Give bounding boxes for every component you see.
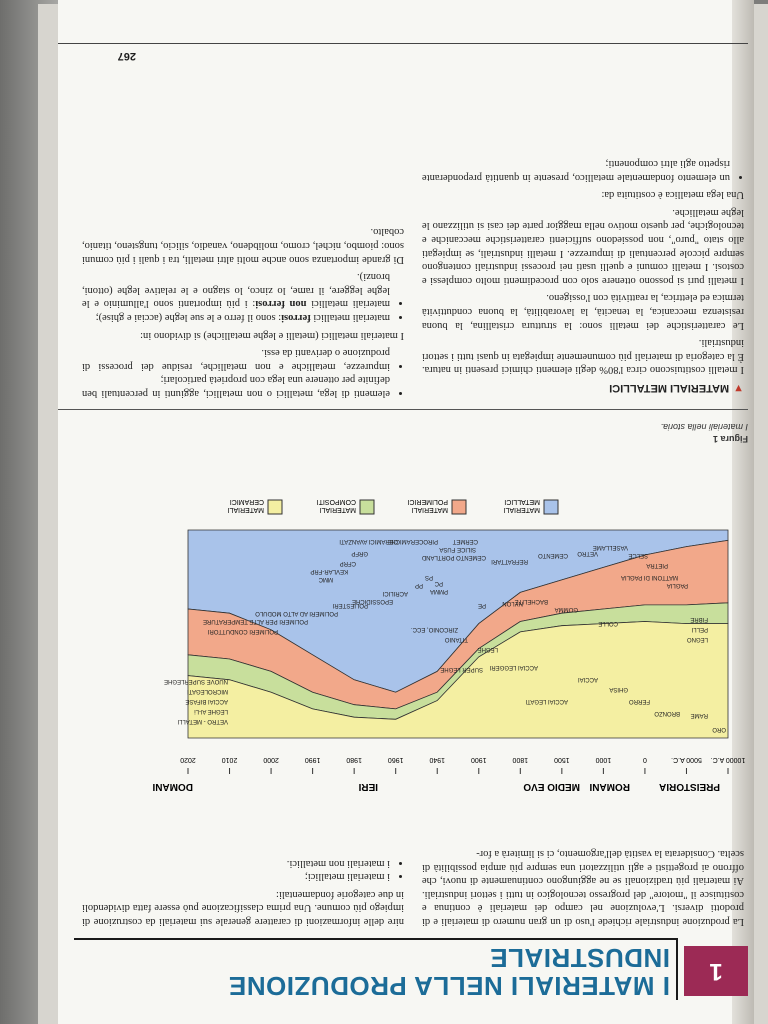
chart-annotation: BACHELITE: [514, 598, 548, 604]
chart-annotation: GRFP: [351, 550, 368, 556]
legend-label: MATERIALI: [503, 506, 540, 513]
chart-annotation: POLIMERI PER ALTE TEMPERATURE: [202, 618, 308, 624]
chart-annotation: PE: [477, 602, 486, 608]
x-axis-ticks: [180, 756, 745, 774]
chart-annotation: PS: [424, 574, 433, 580]
x-tick-label: 1500: [554, 756, 570, 763]
legend-swatch: [360, 500, 374, 514]
chart-annotation: MICROLEGATI: [187, 688, 228, 694]
chart-annotation: LEGHE: [477, 646, 498, 652]
chart-annotation: PIETRA: [646, 562, 668, 568]
chart-annotation: GOMMA: [554, 606, 578, 612]
chart-annotation: KEVLAR-FRP: [310, 568, 348, 574]
figure-caption: [348, 422, 748, 444]
x-tick-label: 5000 A.C.: [671, 756, 702, 763]
legend-label: COMPOSITI: [316, 498, 356, 505]
chart-annotation: ACCIAI BIFASE: [185, 698, 228, 704]
legend-label: MATERIALI: [319, 506, 356, 513]
chart-annotation: PP: [414, 582, 423, 588]
chart-annotation: FERRO: [629, 698, 650, 704]
chart-annotation: PIROCERAMICHE: [387, 538, 438, 544]
chart-annotation: SELCE: [628, 552, 648, 558]
chart-annotation: PMMA: [430, 588, 448, 594]
intro-list-item: • i materiali non metallici.: [82, 856, 390, 870]
chart-annotation: ACCIAI LEGATI: [525, 698, 568, 704]
chart-annotation: ORO: [712, 726, 726, 732]
chart-annotation: RAME: [690, 712, 708, 718]
chart-annotation: SILICE FUSA: [439, 546, 476, 552]
x-tick-label: 1990: [304, 756, 321, 763]
chart-annotation: CERAMICI AVANZATI: [339, 538, 398, 544]
chart-annotation: NYLON: [502, 600, 523, 606]
intro-right-column: [82, 852, 404, 928]
legend-swatch: [452, 500, 466, 514]
x-tick-label: 1800: [512, 756, 529, 763]
chart-annotation: MATTONI DI PAGLIA: [620, 574, 678, 580]
chart-annotation: COLLE: [598, 620, 618, 626]
header-vertical-rule: [676, 938, 678, 1000]
chart-annotation: PAGLIA: [666, 582, 688, 588]
chart-annotation: VETRO - METALLI: [177, 718, 228, 724]
section-paragraph: Le caratteristiche dei metalli sono: la struttura cristallina, la buona resistenza meccanica, la tenacità, la lavorabilità, la buona conduttività termica ed elettrica, la reattività con l'ossigeno.: [422, 292, 744, 331]
x-tick-label: 1000: [595, 756, 612, 763]
legend-swatch: [268, 500, 282, 514]
section-heading-text: MATERIALI METALLICI: [609, 382, 730, 394]
book-page: [58, 0, 754, 1024]
alloy-list-item: • impurezze, metalliche e non metalliche, residue dei processi di produzione o derivanti da essi.: [82, 346, 390, 373]
intro-list: [82, 856, 404, 883]
legend-label: POLIMERICI: [407, 498, 448, 505]
intro-continuation: nire delle informazioni di carattere generale sui materiali da costruzione di impiego più comune. Una prima classificazione può essere fatta dividendoli in due categorie fondamentali:: [82, 888, 404, 927]
triangle-bullet-icon: ▼: [733, 382, 744, 394]
legend-label: MATERIALI: [227, 506, 264, 513]
intro-list-item: • i materiali metallici;: [82, 870, 390, 884]
period-label: IERI: [358, 781, 378, 792]
section-heading: [422, 380, 744, 394]
figure-rule: [58, 409, 748, 410]
period-label: DOMANI: [152, 781, 193, 792]
legend-label: METALLICI: [504, 498, 540, 505]
x-tick-label: 2010: [221, 756, 238, 763]
period-label: ROMANI: [589, 781, 630, 792]
chart-annotation: SUPER LEGHE: [440, 666, 483, 672]
chart-annotation: MMC: [318, 576, 333, 582]
metal-class-item: • materiali metallici ferrosi: sono il ferro e le sue leghe (acciai e ghise);: [82, 310, 390, 324]
period-label: MEDIO EVO: [523, 781, 580, 792]
figure-caption-text: I materiali nella storia.: [660, 422, 748, 432]
chart-annotation: POLIMERI AD ALTO MODULO: [255, 610, 338, 616]
alloy-list-item: • un elemento fondamentale metallico, presente in quantità preponderante rispetto agli altri componenti;: [422, 157, 730, 184]
chart-annotation: POLIESTERI: [332, 602, 368, 608]
chart-legend: [228, 498, 558, 514]
period-label: PREISTORIA: [659, 781, 720, 792]
chart-annotation: ACCIAI: [577, 676, 598, 682]
x-tick-label: 1940: [429, 756, 446, 763]
chart-annotation: VETRO: [577, 550, 598, 556]
intro-left-column: [422, 842, 744, 928]
chart-annotation: BRONZO: [654, 710, 680, 716]
chart-annotation: NUOVE SUPERLEGHE: [163, 678, 228, 684]
chart-annotation: REFRATTARI: [491, 558, 528, 564]
page-content-rotated: [58, 0, 754, 1024]
chart-annotation: ZIRCONIO, ECC.: [410, 626, 458, 632]
section-left-column: [422, 153, 744, 401]
alloy-list-item: • elementi di lega, metallici o non metallici, aggiunti in percentuali ben definite per ottenere una lega con proprietà particolari;: [82, 373, 390, 400]
metal-class-item: • materiali metallici non ferrosi: i più importanti sono l'alluminio e le leghe leggere, il rame, lo zinco, lo stagno e le relative leghe (ottoni, bronzi).: [82, 270, 390, 311]
chart-annotation: LEGNO: [686, 636, 708, 642]
metal-class-list: [82, 270, 404, 324]
alloy-list: [422, 157, 744, 184]
chart-annotation: CFRP: [339, 560, 356, 566]
chart-annotation: LEGHE Al-Li: [194, 708, 228, 714]
chapter-number: 1: [684, 946, 748, 996]
legend-swatch: [544, 500, 558, 514]
chart-annotation: PC: [434, 580, 443, 586]
legend-label: CERAMICI: [229, 498, 264, 505]
section-paragraph: Una lega metallica è costituita da:: [601, 189, 744, 201]
chapter-title: I MATERIALI NELLA PRODUZIONE INDUSTRIALE: [228, 943, 670, 1001]
section-paragraph: I metalli costituiscono circa l'80% degli elementi chimici presenti in natura. È la categoria di materiali più comunemente impiegata in quasi tutti i settori industriali.: [422, 337, 744, 376]
footer-rule: [58, 43, 748, 44]
chart-annotation: CERMET: [452, 538, 478, 544]
chart-annotation: ACRILICI: [382, 590, 408, 596]
legend-label: MATERIALI: [411, 506, 448, 513]
x-tick-label: 10000 A.C.: [710, 756, 746, 763]
chart-annotation: TITANIO: [444, 636, 468, 642]
figure-label: Figura 1: [712, 434, 748, 444]
x-tick-label: 1960: [387, 756, 404, 763]
x-tick-label: 0: [642, 756, 647, 763]
chart-annotation: POLIMERI CONDUTTORI: [207, 628, 278, 634]
alloy-list-continued: [82, 346, 404, 400]
section-paragraph: I metalli puri si possono ottenere solo con procedimenti molto complessi e costosi. I metalli comuni e quelli usati nei processi industriali contengono sempre piccole percentuali di impurezze. I metalli industriali, se impiegati allo stato "puro", non possiedono sufficienti caratteristiche meccaniche e tecnologiche, per questo motivo nella maggior parte dei casi si utilizzano le leghe metalliche.: [422, 206, 744, 286]
chart-svg: [58, 478, 748, 798]
chart-annotation: ACCIAI LEGGERI: [489, 664, 538, 670]
chart-annotation: VASELLAME: [592, 544, 628, 550]
section-paragraph: Di grande importanza sono anche molti altri metalli, tra i quali i più comuni sono: piombo, nichel, cromo, molibdeno, vanadio, silicio, tungsteno, titanio, cobalto.: [82, 226, 404, 265]
x-tick-label: 1900: [470, 756, 487, 763]
section-right-column: [82, 221, 404, 400]
chart-annotation: FIBRE: [690, 616, 708, 622]
section-paragraph: I materiali metallici (metalli e leghe metalliche) si dividono in:: [140, 329, 404, 341]
chart-annotation: GHISA: [609, 686, 628, 692]
header-rule: [74, 938, 678, 940]
chart-annotation: EPOSSIDICHE: [351, 598, 393, 604]
materials-history-chart: [58, 478, 748, 798]
x-tick-label: 1980: [346, 756, 362, 763]
chart-annotation: PELLI: [691, 626, 708, 632]
page-number: 267: [117, 50, 136, 62]
chart-annotation: CEMENTO: [538, 552, 568, 558]
x-tick-label: 2020: [180, 756, 196, 763]
x-tick-label: 2000: [263, 756, 279, 763]
intro-paragraph: La produzione industriale richiede l'uso di un gran numero di materiali e di prodotti diversi. L'evoluzione nel campo dei materiali è continua e costituisce il "motore" del progresso tecnologico in tutti i settori industriali. Ai materiali più tradizionali se ne aggiungono continuamente di nuovi, che offrono ai progettisti e agli utilizzatori una sempre più ampia possibilità di scelta. Considerata la vastità dell'argomento, ci si limiterà a for-: [422, 848, 744, 927]
chart-annotation: CEMENTO PORTLAND: [421, 554, 486, 560]
